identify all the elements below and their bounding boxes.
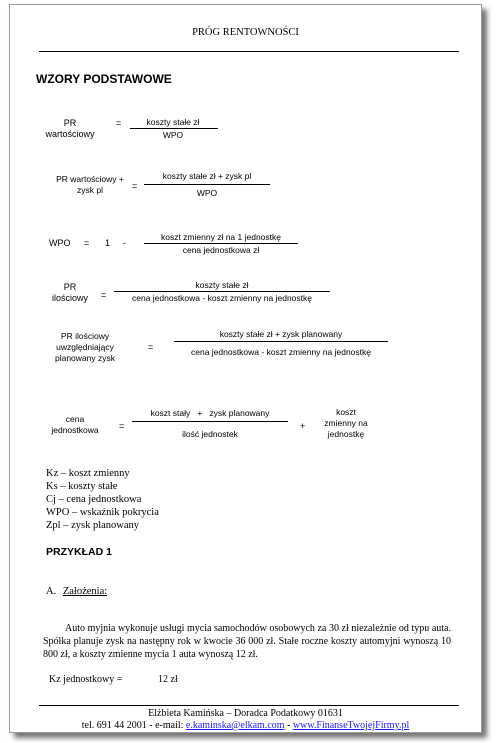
- f5-lhs-line2: uwzględniający: [56, 342, 114, 352]
- f1-equals: =: [116, 118, 122, 128]
- f5-equals: =: [148, 342, 154, 352]
- f6-plus: +: [300, 421, 306, 431]
- header-rule: [39, 51, 459, 52]
- footer-contact: [10, 720, 481, 731]
- f6-equals: =: [119, 421, 125, 431]
- subsection-label: Założenia:: [62, 586, 108, 597]
- f6-rhs-line1: koszt: [336, 407, 356, 417]
- f1-denominator: WPO: [162, 130, 184, 140]
- f5-numerator: koszty stałe zł + zysk planowany: [219, 329, 343, 339]
- f5-denominator: cena jednostkowa - koszt zmienny na jednostkę: [190, 347, 371, 357]
- glossary-item: WPO – wskaźnik pokrycia: [46, 507, 159, 518]
- f3-equals: =: [84, 238, 90, 248]
- f6-fraction-line: [132, 421, 288, 422]
- f6-rhs-line3: jednostkę: [327, 429, 365, 439]
- f1-lhs-line1: PR: [63, 118, 77, 128]
- example-paragraph: Auto myjnia wykonuje usługi mycia samochodów osobowych za 30 zł niezależnie od typu auta. Spółka planuje zysk na następny rok w kwocie 36 000 zł. Stałe roczne koszty automyjni wynoszą 10 800 zł, a koszty zmienne mycia 1 auta wynoszą 12 zł.: [43, 623, 451, 660]
- f4-fraction-line: [114, 291, 330, 292]
- website-link[interactable]: www.FinanseTwojejFirmy.pl: [292, 720, 410, 731]
- glossary-item: Zpl – zysk planowany: [46, 520, 140, 531]
- f4-numerator: koszty stałe zł: [195, 280, 249, 290]
- f3-numerator: koszt zmienny zł na 1 jednostkę: [160, 232, 281, 242]
- subsection-heading: [46, 586, 107, 597]
- f5-fraction-line: [174, 341, 388, 342]
- f1-fraction-line: [130, 128, 218, 129]
- f2-lhs-line1: PR wartościowy +: [56, 174, 124, 184]
- subsection-prefix: A.: [46, 586, 57, 597]
- header-title: PRÓG RENTOWNOŚCI: [192, 27, 299, 38]
- example-title: PRZYKŁAD 1: [46, 546, 112, 558]
- f4-lhs-line2: ilościowy: [51, 293, 88, 303]
- glossary-item: Kz – koszt zmienny: [46, 468, 130, 479]
- f2-lhs-line2: zysk pl: [77, 185, 103, 195]
- f1-lhs-line2: wartościowy: [45, 129, 95, 139]
- f2-numerator: koszty stałe zł + zysk pl: [162, 171, 252, 181]
- footer-author: Elżbieta Kamińska – Doradca Podatkowy 01631: [148, 708, 343, 719]
- f6-numerator: koszt stały + zysk planowany: [150, 408, 270, 418]
- f6-rhs-line2: zmienny na: [324, 418, 368, 428]
- f5-lhs-line3: planowany zysk: [54, 353, 115, 363]
- f4-equals: =: [101, 290, 107, 300]
- f2-fraction-line: [144, 184, 270, 185]
- footer-rule: [39, 705, 459, 706]
- kz-label: Kz jednostkowy =: [49, 674, 123, 685]
- f5-lhs-line1: PR ilościowy: [60, 331, 110, 341]
- f3-minus: -: [123, 238, 126, 248]
- f2-equals: =: [132, 181, 138, 191]
- document-page: [9, 4, 482, 733]
- footer-phone: tel. 691 44 2001 - e-mail:: [81, 720, 186, 731]
- f6-denominator: ilość jednostek: [182, 429, 238, 439]
- glossary: [46, 467, 159, 532]
- f4-denominator: cena jednostkowa - koszt zmienny na jednostkę: [131, 293, 312, 303]
- f1-numerator: koszty stałe zł: [146, 117, 200, 127]
- email-link[interactable]: e.kaminska@elkam.com: [185, 720, 285, 731]
- f3-fraction-line: [144, 243, 298, 244]
- f3-denominator: cena jednostkowa zł: [182, 245, 260, 255]
- f4-lhs-line1: PR: [63, 282, 77, 292]
- kz-value: 12 zł: [158, 674, 178, 685]
- f6-lhs-line2: jednostkowa: [51, 425, 99, 435]
- glossary-item: Cj – cena jednostkowa: [46, 494, 142, 505]
- f3-lhs: WPO: [49, 238, 71, 248]
- glossary-item: Ks – koszty stałe: [46, 481, 118, 492]
- f3-one: 1: [105, 238, 111, 248]
- f2-denominator: WPO: [196, 188, 218, 198]
- f6-lhs-line1: cena: [65, 414, 85, 424]
- section-title: WZORY PODSTAWOWE: [36, 72, 172, 86]
- footer-separator: -: [284, 720, 293, 731]
